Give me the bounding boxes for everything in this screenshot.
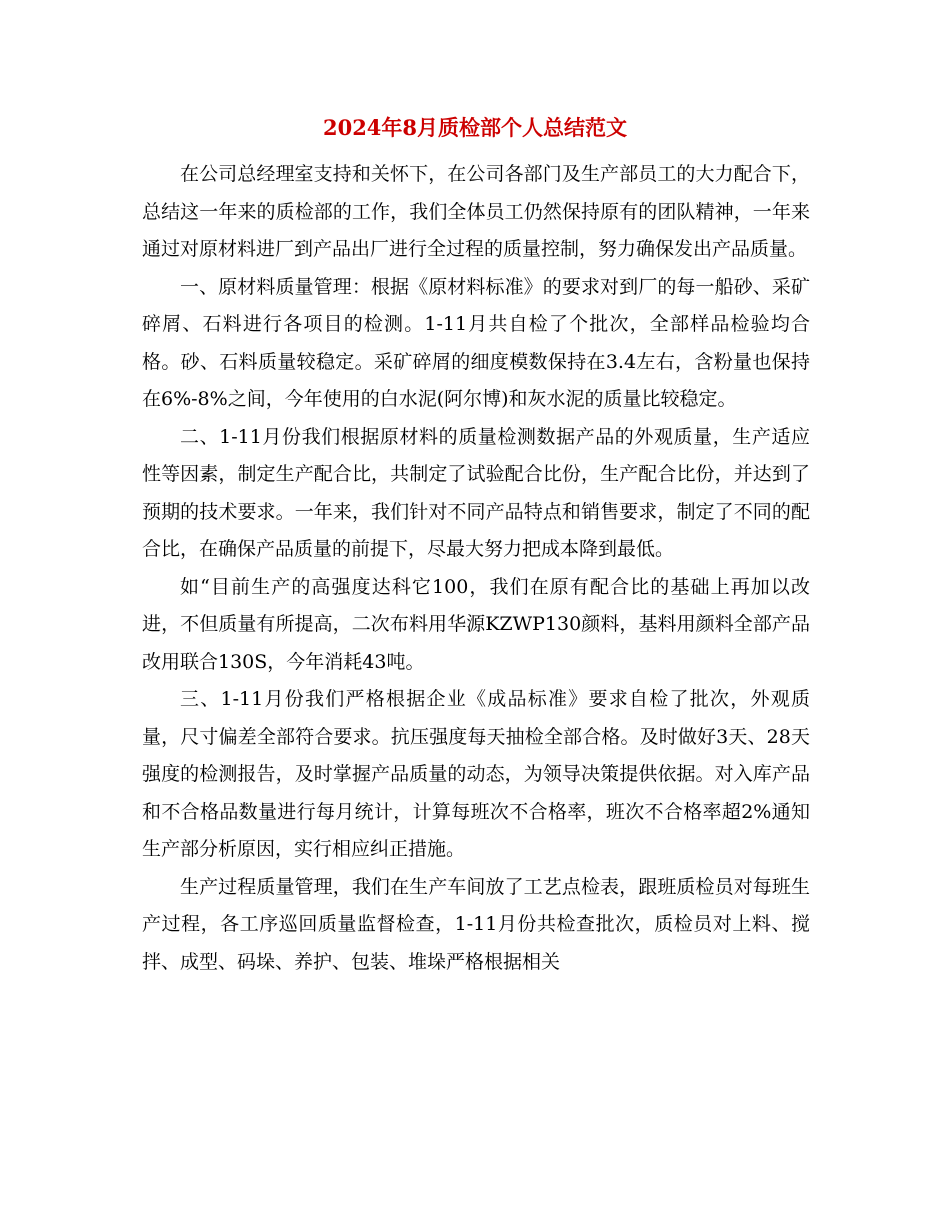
document-body <box>142 156 810 981</box>
paragraph-process-control: 生产过程质量管理，我们在生产车间放了工艺点检表，跟班质检员对每班生产过程，各工序巡回质量监督检查，1-11月份共检查批次，质检员对上料、搅拌、成型、码垛、养护、包装、堆垛严格根据相关 <box>142 875 810 973</box>
paragraph-intro: 在公司总经理室支持和关怀下，在公司各部门及生产部员工的大力配合下，总结这一年来的质检部的工作，我们全体员工仍然保持原有的团队精神，一年来通过对原材料进厂到产品出厂进行全过程的质量控制，努力确保发出产品质量。 <box>142 163 810 260</box>
paragraph-example: 如“目前生产的高强度达科它100，我们在原有配合比的基础上再加以改进，不但质量有所提高，二次布料用华源KZWP130颜料，基料用颜料全部产品改用联合130S，今年消耗43吨。 <box>142 575 810 673</box>
document-title: 2024年8月质检部个人总结范文 <box>322 115 628 140</box>
paragraph-mix-ratio: 二、1-11月份我们根据原材料的质量检测数据产品的外观质量，生产适应性等因素，制定生产配合比，共制定了试验配合比份，生产配合比份，并达到了预期的技术要求。一年来，我们针对不同产品特点和销售要求，制定了不同的配合比，在确保产品质量的前提下，尽最大努力把成本降到最低。 <box>142 425 810 560</box>
paragraph-finished-product: 三、1-11月份我们严格根据企业《成品标准》要求自检了批次，外观质量，尺寸偏差全部符合要求。抗压强度每天抽检全部合格。及时做好3天、28天强度的检测报告，及时掌握产品质量的动态，为领导决策提供依据。对入库产品和不合格品数量进行每月统计，计算每班次不合格率，班次不合格率超2%通知生产部分析原因，实行相应纠正措施。 <box>142 688 810 860</box>
paragraph-raw-material: 一、原材料质量管理：根据《原材料标准》的要求对到厂的每一船砂、采矿碎屑、石料进行各项目的检测。1-11月共自检了个批次，全部样品检验均合格。砂、石料质量较稳定。采矿碎屑的细度模数保持在3.4左右，含粉量也保持在6%-8%之间，今年使用的白水泥(阿尔博)和灰水泥的质量比较稳定。 <box>142 275 810 410</box>
